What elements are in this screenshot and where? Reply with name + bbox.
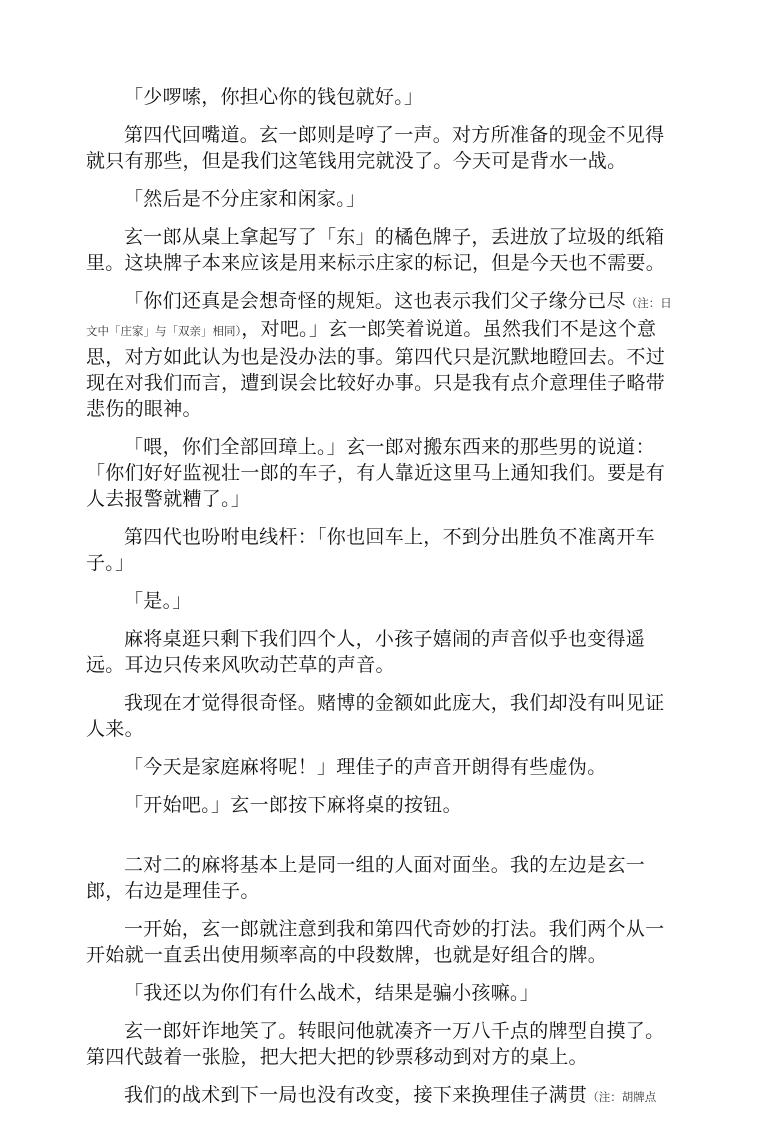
footnote-inline: （注：日文中「庄家」与「双亲」相同） — [86, 296, 672, 338]
paragraph: 我现在才觉得很奇怪。赌博的金额如此庞大，我们却没有叫见证人来。 — [86, 692, 665, 740]
paragraph: 「是。」 — [124, 590, 192, 612]
paragraph: 「我还以为你们有什么战术，结果是骗小孩嘛。」 — [124, 982, 540, 1004]
paragraph: 第四代也吩咐电线杆：「你也回车上，不到分出胜负不准离开车子。」 — [86, 526, 655, 574]
paragraph-text: 「你们还真是会想奇怪的规矩。这也表示我们父子缘分已尽 — [124, 290, 626, 312]
paragraph: 麻将桌逛只剩下我们四个人，小孩子嬉闹的声音似乎也变得遥远。耳边只传来风吹动芒草的声音。 — [86, 628, 646, 676]
document-page — [86, 84, 678, 1122]
paragraph — [86, 1082, 678, 1110]
paragraph: 玄一郎奸诈地笑了。转眼问他就凑齐一万八千点的牌型自摸了。第四代鼓着一张脸，把大把大把的钞票移动到对方的桌上。 — [86, 1020, 665, 1068]
footnote-inline: （注：胡牌点 — [587, 1090, 657, 1104]
paragraph-text: ，对吧。」玄一郎笑着说道。虽然我们不是这个意思，对方如此认为也是没办法的事。第四代只是沉默地瞪回去。不过现在对我们而言，遭到误会比较好办事。只是我有点介意理佳子略带悲伤的眼神。 — [86, 318, 666, 420]
section-break — [86, 830, 678, 852]
paragraph: 「喂，你们全部回璋上。」玄一郎对搬东西来的那些男的说道：「你们好好监视壮一郎的车子，有人靠近这里马上通知我们。要是有人去报警就糟了。」 — [86, 436, 666, 510]
paragraph — [86, 288, 678, 422]
paragraph: 「开始吧。」玄一郎按下麻将桌的按钮。 — [124, 794, 462, 816]
paragraph: 第四代回嘴道。玄一郎则是哼了一声。对方所准备的现金不见得就只有那些，但是我们这笔钱用完就没了。今天可是背水一战。 — [86, 124, 665, 172]
paragraph: 玄一郎从桌上拿起写了「东」的橘色牌子，丢进放了垃圾的纸箱里。这块牌子本来应该是用来标示庄家的标记，但是今天也不需要。 — [86, 226, 666, 274]
paragraph: 一开始，玄一郎就注意到我和第四代奇妙的打法。我们两个从一开始就一直丢出使用频率高的中段数牌，也就是好组合的牌。 — [86, 918, 665, 966]
paragraph: 二对二的麻将基本上是同一组的人面对面坐。我的左边是玄一郎，右边是理佳子。 — [86, 854, 646, 902]
paragraph: 「今天是家庭麻将呢！」理佳子的声音开朗得有些虚伪。 — [124, 756, 607, 778]
paragraph: 「少啰嗦，你担心你的钱包就好。」 — [124, 86, 424, 108]
paragraph: 「然后是不分庄家和闲家。」 — [124, 188, 366, 210]
paragraph-text: 我们的战术到下一局也没有改变，接下来换理佳子满贯 — [124, 1084, 588, 1106]
